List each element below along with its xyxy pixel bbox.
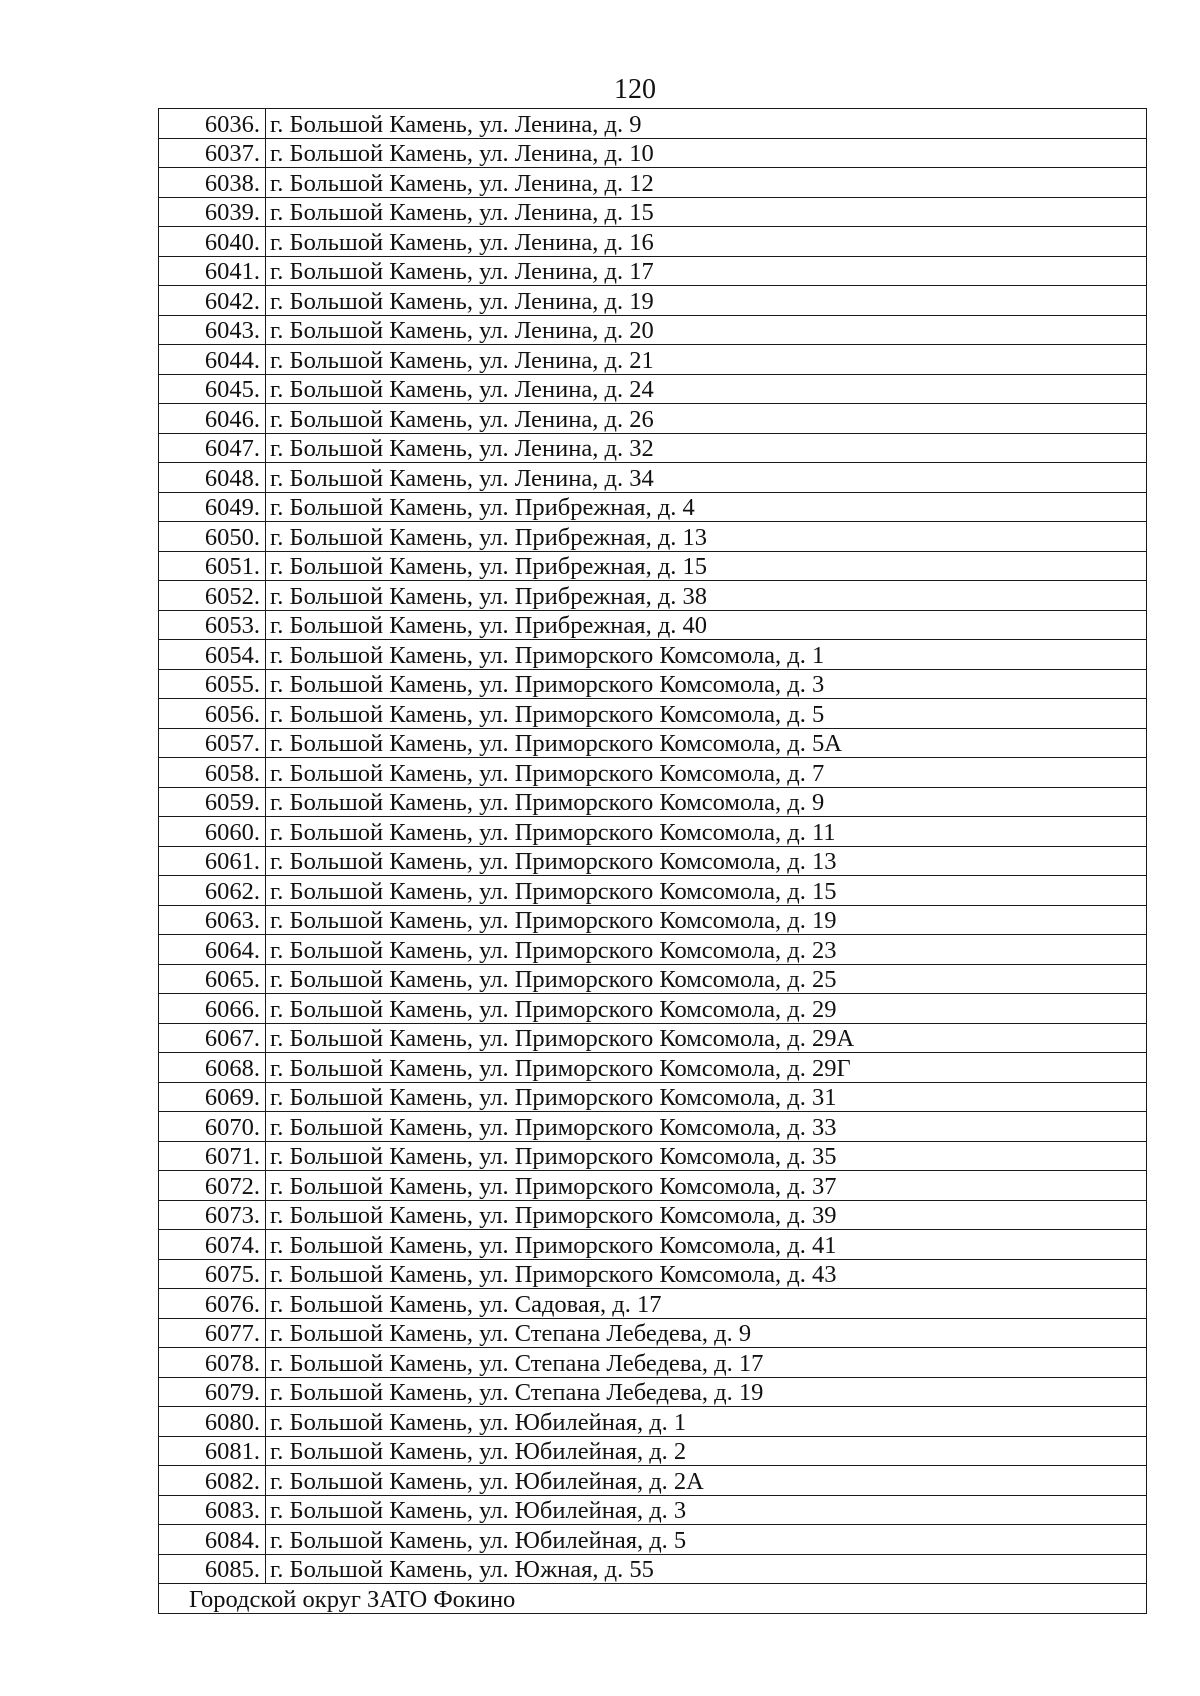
section-heading: Городской округ ЗАТО Фокино	[159, 1584, 1147, 1614]
row-number: 6042.	[159, 286, 266, 316]
table-row	[159, 551, 1147, 581]
row-number: 6072.	[159, 1171, 266, 1201]
row-number: 6065.	[159, 964, 266, 994]
table-row	[159, 433, 1147, 463]
table-row	[159, 1407, 1147, 1437]
row-address: г. Большой Камень, ул. Приморского Комсомола, д. 43	[266, 1259, 1147, 1289]
table-row	[159, 315, 1147, 345]
row-number: 6067.	[159, 1023, 266, 1053]
row-number: 6077.	[159, 1318, 266, 1348]
table-row	[159, 109, 1147, 139]
row-address: г. Большой Камень, ул. Юбилейная, д. 2	[266, 1436, 1147, 1466]
row-number: 6039.	[159, 197, 266, 227]
row-number: 6061.	[159, 846, 266, 876]
table-row	[159, 1200, 1147, 1230]
row-address: г. Большой Камень, ул. Ленина, д. 21	[266, 345, 1147, 375]
row-number: 6051.	[159, 551, 266, 581]
row-number: 6078.	[159, 1348, 266, 1378]
row-number: 6063.	[159, 905, 266, 935]
table-row	[159, 197, 1147, 227]
table-row	[159, 256, 1147, 286]
row-number: 6083.	[159, 1495, 266, 1525]
row-number: 6037.	[159, 138, 266, 168]
row-address: г. Большой Камень, ул. Прибрежная, д. 13	[266, 522, 1147, 552]
table-row	[159, 138, 1147, 168]
row-address: г. Большой Камень, ул. Прибрежная, д. 15	[266, 551, 1147, 581]
row-address: г. Большой Камень, ул. Южная, д. 55	[266, 1554, 1147, 1584]
row-address: г. Большой Камень, ул. Приморского Комсомола, д. 29Г	[266, 1053, 1147, 1083]
table-row	[159, 669, 1147, 699]
row-number: 6064.	[159, 935, 266, 965]
table-row	[159, 1289, 1147, 1319]
table-row	[159, 1348, 1147, 1378]
row-address: г. Большой Камень, ул. Приморского Комсомола, д. 33	[266, 1112, 1147, 1142]
row-number: 6062.	[159, 876, 266, 906]
table-row	[159, 345, 1147, 375]
row-address: г. Большой Камень, ул. Ленина, д. 20	[266, 315, 1147, 345]
row-address: г. Большой Камень, ул. Приморского Комсомола, д. 3	[266, 669, 1147, 699]
row-address: г. Большой Камень, ул. Приморского Комсомола, д. 39	[266, 1200, 1147, 1230]
row-number: 6068.	[159, 1053, 266, 1083]
row-address: г. Большой Камень, ул. Юбилейная, д. 5	[266, 1525, 1147, 1555]
table-row	[159, 1230, 1147, 1260]
table-row	[159, 1082, 1147, 1112]
row-address: г. Большой Камень, ул. Приморского Комсомола, д. 19	[266, 905, 1147, 935]
row-number: 6044.	[159, 345, 266, 375]
row-address: г. Большой Камень, ул. Ленина, д. 15	[266, 197, 1147, 227]
row-address: г. Большой Камень, ул. Юбилейная, д. 1	[266, 1407, 1147, 1437]
table-row	[159, 964, 1147, 994]
row-address: г. Большой Камень, ул. Приморского Комсомола, д. 31	[266, 1082, 1147, 1112]
table-row	[159, 905, 1147, 935]
row-number: 6054.	[159, 640, 266, 670]
row-number: 6079.	[159, 1377, 266, 1407]
table-row	[159, 1053, 1147, 1083]
row-number: 6076.	[159, 1289, 266, 1319]
row-number: 6052.	[159, 581, 266, 611]
page-number: 120	[614, 74, 656, 105]
table-row	[159, 1023, 1147, 1053]
row-address: г. Большой Камень, ул. Ленина, д. 17	[266, 256, 1147, 286]
row-address: г. Большой Камень, ул. Прибрежная, д. 38	[266, 581, 1147, 611]
row-number: 6041.	[159, 256, 266, 286]
row-number: 6080.	[159, 1407, 266, 1437]
row-number: 6066.	[159, 994, 266, 1024]
row-number: 6038.	[159, 168, 266, 198]
row-number: 6058.	[159, 758, 266, 788]
row-address: г. Большой Камень, ул. Степана Лебедева, д. 17	[266, 1348, 1147, 1378]
row-number: 6071.	[159, 1141, 266, 1171]
address-table	[158, 108, 1147, 1614]
table-row	[159, 1377, 1147, 1407]
row-number: 6036.	[159, 109, 266, 139]
row-address: г. Большой Камень, ул. Ленина, д. 16	[266, 227, 1147, 257]
row-number: 6074.	[159, 1230, 266, 1260]
table-row	[159, 640, 1147, 670]
table-row	[159, 522, 1147, 552]
row-address: г. Большой Камень, ул. Ленина, д. 24	[266, 374, 1147, 404]
table-row	[159, 168, 1147, 198]
row-number: 6084.	[159, 1525, 266, 1555]
row-number: 6069.	[159, 1082, 266, 1112]
table-row	[159, 994, 1147, 1024]
row-number: 6057.	[159, 728, 266, 758]
row-number: 6047.	[159, 433, 266, 463]
row-address: г. Большой Камень, ул. Юбилейная, д. 3	[266, 1495, 1147, 1525]
row-address: г. Большой Камень, ул. Прибрежная, д. 4	[266, 492, 1147, 522]
row-address: г. Большой Камень, ул. Ленина, д. 9	[266, 109, 1147, 139]
row-address: г. Большой Камень, ул. Приморского Комсомола, д. 29А	[266, 1023, 1147, 1053]
row-address: г. Большой Камень, ул. Приморского Комсомола, д. 7	[266, 758, 1147, 788]
table-row	[159, 699, 1147, 729]
table-row	[159, 1436, 1147, 1466]
table-row	[159, 1259, 1147, 1289]
row-address: г. Большой Камень, ул. Приморского Комсомола, д. 11	[266, 817, 1147, 847]
row-number: 6085.	[159, 1554, 266, 1584]
table-row	[159, 787, 1147, 817]
table-row	[159, 817, 1147, 847]
table-row	[159, 463, 1147, 493]
table-row	[159, 846, 1147, 876]
row-address: г. Большой Камень, ул. Приморского Комсомола, д. 13	[266, 846, 1147, 876]
row-number: 6043.	[159, 315, 266, 345]
table-row	[159, 1495, 1147, 1525]
row-address: г. Большой Камень, ул. Степана Лебедева, д. 19	[266, 1377, 1147, 1407]
row-address: г. Большой Камень, ул. Прибрежная, д. 40	[266, 610, 1147, 640]
table-row	[159, 758, 1147, 788]
row-address: г. Большой Камень, ул. Садовая, д. 17	[266, 1289, 1147, 1319]
table-row	[159, 227, 1147, 257]
table-row	[159, 1141, 1147, 1171]
row-address: г. Большой Камень, ул. Приморского Комсомола, д. 9	[266, 787, 1147, 817]
table-row	[159, 286, 1147, 316]
row-address: г. Большой Камень, ул. Приморского Комсомола, д. 37	[266, 1171, 1147, 1201]
table-row	[159, 1466, 1147, 1496]
row-address: г. Большой Камень, ул. Ленина, д. 19	[266, 286, 1147, 316]
row-address: г. Большой Камень, ул. Ленина, д. 34	[266, 463, 1147, 493]
row-number: 6053.	[159, 610, 266, 640]
row-number: 6081.	[159, 1436, 266, 1466]
row-address: г. Большой Камень, ул. Приморского Комсомола, д. 25	[266, 964, 1147, 994]
row-number: 6056.	[159, 699, 266, 729]
table-row	[159, 581, 1147, 611]
row-number: 6050.	[159, 522, 266, 552]
row-number: 6070.	[159, 1112, 266, 1142]
row-number: 6049.	[159, 492, 266, 522]
table-row	[159, 876, 1147, 906]
row-address: г. Большой Камень, ул. Приморского Комсомола, д. 29	[266, 994, 1147, 1024]
table-row	[159, 1171, 1147, 1201]
row-address: г. Большой Камень, ул. Приморского Комсомола, д. 41	[266, 1230, 1147, 1260]
table-row	[159, 728, 1147, 758]
address-table-body	[159, 109, 1147, 1614]
row-address: г. Большой Камень, ул. Приморского Комсомола, д. 5	[266, 699, 1147, 729]
table-row	[159, 404, 1147, 434]
table-row	[159, 492, 1147, 522]
table-row	[159, 1318, 1147, 1348]
row-number: 6060.	[159, 817, 266, 847]
row-address: г. Большой Камень, ул. Приморского Комсомола, д. 23	[266, 935, 1147, 965]
row-number: 6048.	[159, 463, 266, 493]
table-row	[159, 1525, 1147, 1555]
row-address: г. Большой Камень, ул. Ленина, д. 12	[266, 168, 1147, 198]
row-address: г. Большой Камень, ул. Юбилейная, д. 2А	[266, 1466, 1147, 1496]
row-number: 6073.	[159, 1200, 266, 1230]
table-row	[159, 935, 1147, 965]
row-number: 6055.	[159, 669, 266, 699]
table-row	[159, 1554, 1147, 1584]
section-row	[159, 1584, 1147, 1614]
row-number: 6082.	[159, 1466, 266, 1496]
row-address: г. Большой Камень, ул. Ленина, д. 10	[266, 138, 1147, 168]
row-address: г. Большой Камень, ул. Приморского Комсомола, д. 1	[266, 640, 1147, 670]
table-row	[159, 610, 1147, 640]
row-number: 6075.	[159, 1259, 266, 1289]
row-number: 6045.	[159, 374, 266, 404]
row-number: 6059.	[159, 787, 266, 817]
table-row	[159, 1112, 1147, 1142]
row-address: г. Большой Камень, ул. Ленина, д. 26	[266, 404, 1147, 434]
row-address: г. Большой Камень, ул. Приморского Комсомола, д. 15	[266, 876, 1147, 906]
row-number: 6040.	[159, 227, 266, 257]
row-address: г. Большой Камень, ул. Приморского Комсомола, д. 5А	[266, 728, 1147, 758]
table-row	[159, 374, 1147, 404]
row-address: г. Большой Камень, ул. Ленина, д. 32	[266, 433, 1147, 463]
row-address: г. Большой Камень, ул. Приморского Комсомола, д. 35	[266, 1141, 1147, 1171]
row-address: г. Большой Камень, ул. Степана Лебедева, д. 9	[266, 1318, 1147, 1348]
row-number: 6046.	[159, 404, 266, 434]
